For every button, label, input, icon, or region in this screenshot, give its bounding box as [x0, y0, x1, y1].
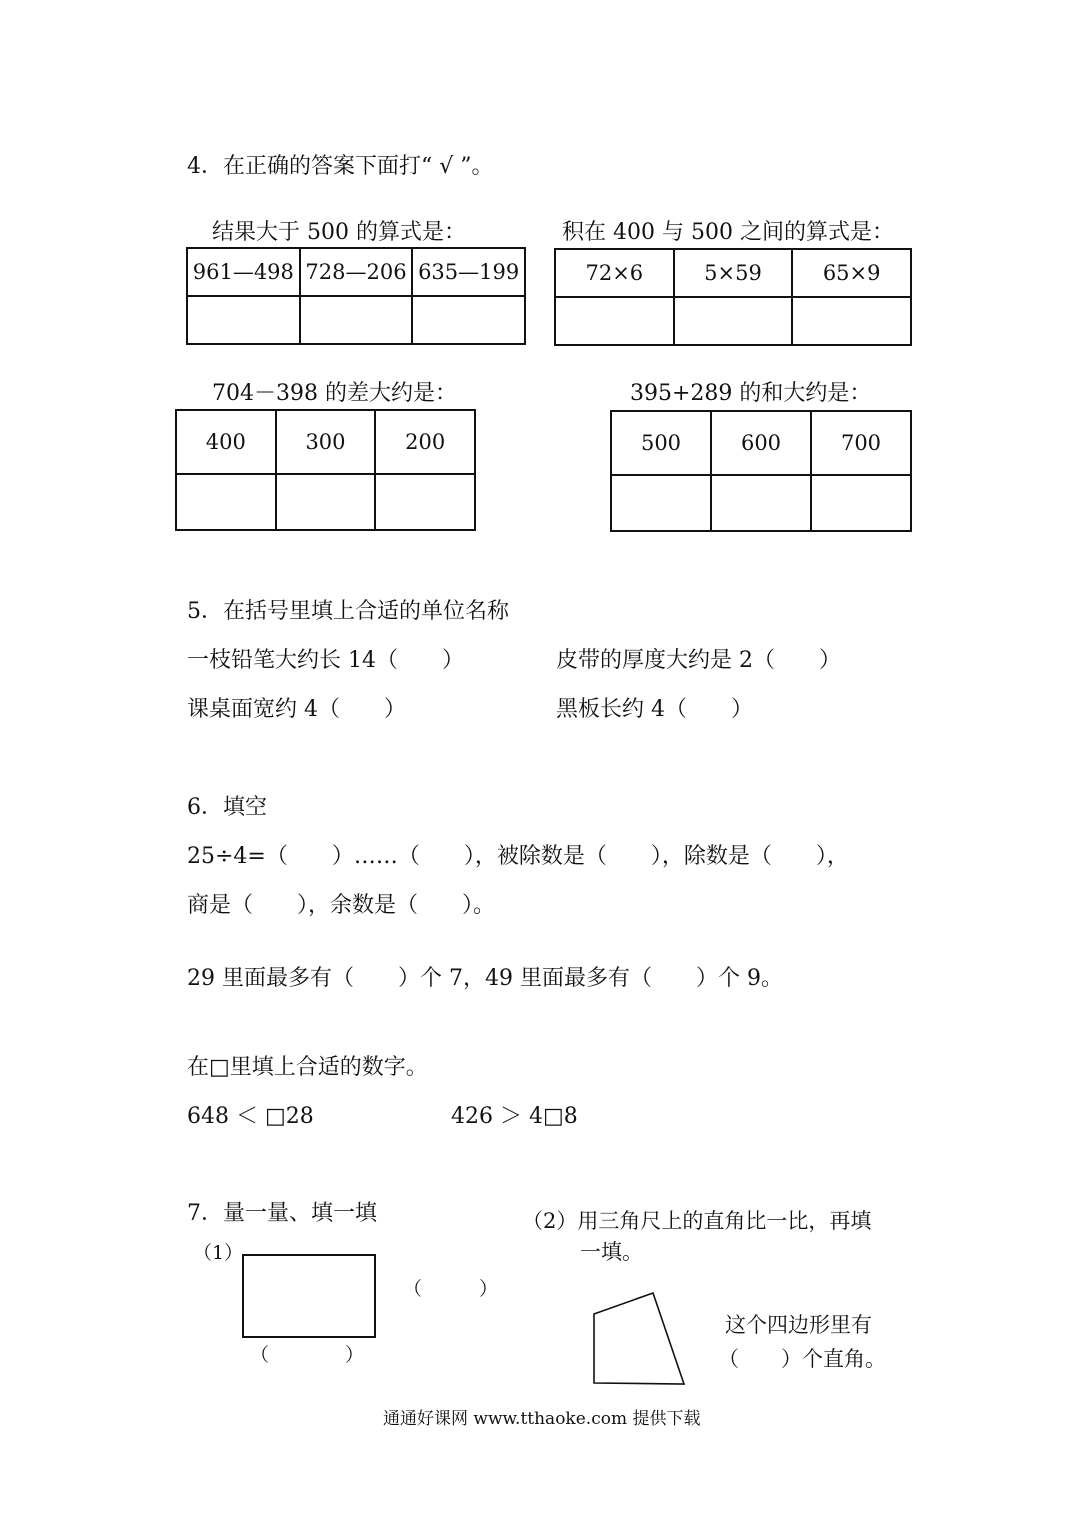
option-cell: 500 [611, 411, 711, 475]
q5-title: 5．在括号里填上合适的单位名称 [187, 599, 509, 624]
paren-right: （ ） [403, 1278, 499, 1300]
footer-text: 通通好课网 www.tthaoke.com 提供下载 [383, 1409, 701, 1429]
answer-cell[interactable] [611, 475, 711, 531]
answer-cell[interactable] [555, 297, 674, 345]
option-cell: 635—199 [412, 248, 525, 296]
q6-compare: 426 ＞ 4□8 [451, 1104, 578, 1129]
option-cell: 700 [811, 411, 911, 475]
option-cell: 961—498 [187, 248, 300, 296]
option-cell: 600 [711, 411, 811, 475]
q5-item: 一枝铅笔大约长 14（ ） [187, 648, 464, 673]
q4-group1-label: 结果大于 500 的算式是： [212, 220, 466, 245]
answer-cell[interactable] [792, 297, 911, 345]
answer-cell[interactable] [674, 297, 793, 345]
q6-title: 6．填空 [187, 795, 267, 820]
q6-line: 29 里面最多有（ ）个 7，49 里面最多有（ ）个 9。 [187, 966, 783, 991]
q4-group2-label: 积在 400 与 500 之间的算式是： [562, 220, 894, 245]
option-cell: 300 [276, 410, 376, 474]
option-cell: 400 [176, 410, 276, 474]
answer-cell[interactable] [711, 475, 811, 531]
q4-title: 4．在正确的答案下面打“ √ ”。 [187, 154, 494, 179]
q6-compare: 648 ＜ □28 [187, 1104, 314, 1129]
quadrilateral-figure [585, 1288, 695, 1388]
option-cell: 72×6 [555, 249, 674, 297]
q6-line: 25÷4=（ ）……（ ），被除数是（ ），除数是（ ）， [187, 844, 849, 869]
option-cell: 728—206 [300, 248, 413, 296]
q4-group1-table [186, 247, 526, 345]
option-cell: 5×59 [674, 249, 793, 297]
q4-group3-table [175, 409, 476, 531]
option-cell: 200 [375, 410, 475, 474]
answer-cell[interactable] [187, 296, 300, 344]
quad-text-line1: 这个四边形里有 [725, 1313, 872, 1337]
quad-text-line2: （ ）个直角。 [718, 1347, 886, 1371]
q7-part1-label: （1） [193, 1242, 244, 1264]
q6-line: 在□里填上合适的数字。 [187, 1055, 428, 1080]
q5-item: 课桌面宽约 4（ ） [187, 697, 406, 722]
answer-cell[interactable] [375, 474, 475, 530]
q7-title: 7．量一量、填一填 [187, 1201, 377, 1226]
q5-item: 皮带的厚度大约是 2（ ） [556, 648, 841, 673]
paren-bottom: （ ） [250, 1344, 365, 1366]
answer-cell[interactable] [412, 296, 525, 344]
answer-cell[interactable] [811, 475, 911, 531]
q4-group4-label: 395+289 的和大约是： [630, 381, 872, 406]
rectangle-figure [242, 1254, 376, 1338]
q5-item: 黑板长约 4（ ） [556, 697, 753, 722]
q6-line: 商是（ ），余数是（ ）。 [187, 893, 496, 918]
q7-part2-line2: 一填。 [580, 1240, 643, 1264]
answer-cell[interactable] [276, 474, 376, 530]
q7-part2-line1: （2）用三角尺上的直角比一比，再填 [522, 1209, 872, 1233]
answer-cell[interactable] [300, 296, 413, 344]
option-cell: 65×9 [792, 249, 911, 297]
q4-group2-table [554, 248, 912, 346]
q4-group3-label: 704－398 的差大约是： [212, 381, 457, 406]
q4-group4-table [610, 410, 912, 532]
answer-cell[interactable] [176, 474, 276, 530]
